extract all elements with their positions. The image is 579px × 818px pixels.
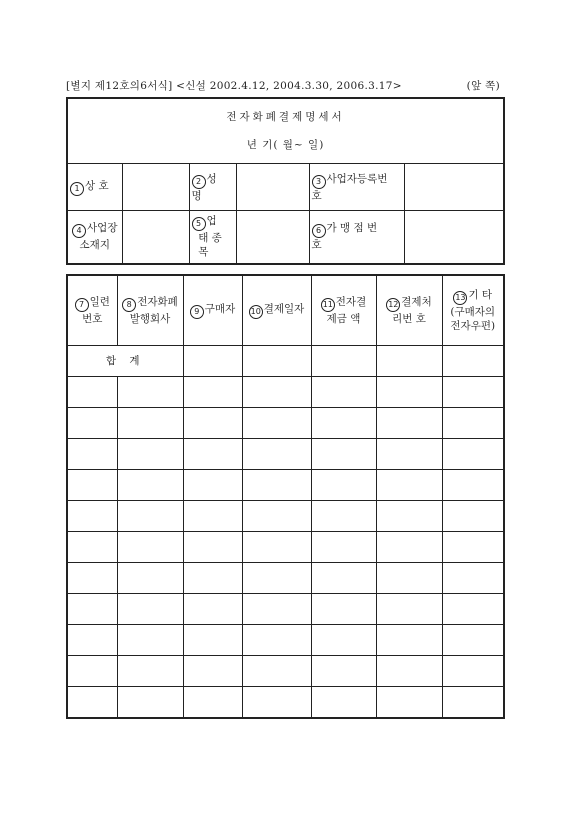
circled-number: 2 [192,175,206,189]
table-row [67,656,504,687]
table-row [67,501,504,532]
table-cell[interactable] [442,532,504,563]
table-cell[interactable] [442,501,504,532]
table-cell[interactable] [67,377,117,408]
table-cell[interactable] [117,625,183,656]
total-label: 합 계 [67,346,183,377]
table-cell[interactable] [242,532,311,563]
table-cell[interactable] [242,377,311,408]
total-cell[interactable] [376,346,442,377]
statement-period: 년 기( 월~ 일) [246,139,325,151]
title-cell [67,98,504,164]
table-cell[interactable] [242,625,311,656]
table-header-row [67,275,504,346]
column-header-text: 전자화폐 [137,296,178,308]
table-cell[interactable] [442,563,504,594]
circled-number: 7 [75,298,89,312]
column-header-text: 발행회사 [129,313,171,325]
table-row [67,563,504,594]
table-cell[interactable] [242,594,311,625]
table-cell[interactable] [376,439,442,470]
table-cell[interactable] [183,687,242,719]
table-cell[interactable] [442,439,504,470]
total-cell[interactable] [183,346,242,377]
name-field[interactable] [236,164,309,211]
table-cell[interactable] [67,408,117,439]
statement-title: 전자화폐결제명세서 [226,111,345,123]
table-row [67,625,504,656]
merchant-number-label: 6 가 맹 점 번 호 [309,211,404,264]
table-cell[interactable] [242,501,311,532]
table-cell[interactable] [117,656,183,687]
form-id: [별지 제12호의6서식] <신설 2002.4.12, 2004.3.30, 2006.3.17> [66,80,402,92]
table-row [67,470,504,501]
trade-name-label: 1 상 호 [67,164,122,211]
table-cell[interactable] [376,687,442,719]
column-header [117,275,183,346]
table-cell[interactable] [376,625,442,656]
business-address-label: 4 사업장 소재지 [67,211,122,264]
merchant-number-field[interactable] [404,211,504,264]
table-cell[interactable] [67,501,117,532]
column-header-text: 전자결 [335,296,367,308]
table-cell[interactable] [311,625,376,656]
table-cell[interactable] [242,470,311,501]
table-cell[interactable] [183,594,242,625]
table-cell[interactable] [311,563,376,594]
table-cell[interactable] [117,532,183,563]
business-reg-number-label: 3 사업자등록번 호 [309,164,404,211]
table-cell[interactable] [442,408,504,439]
table-cell[interactable] [311,656,376,687]
column-header-text: 결제처 [401,296,432,308]
table-cell[interactable] [442,594,504,625]
column-header-text: 구매자 [204,303,236,315]
page-side-label: (앞 쪽) [466,80,500,92]
circled-number: 11 [321,298,335,312]
circled-number: 6 [312,224,326,238]
table-cell[interactable] [376,563,442,594]
column-header [67,275,117,346]
circled-number: 12 [386,298,400,312]
name-label: 2 성 명 [189,164,236,211]
table-cell[interactable] [242,687,311,719]
trade-name-field[interactable] [122,164,189,211]
table-cell[interactable] [67,687,117,719]
table-cell[interactable] [183,377,242,408]
table-cell[interactable] [376,656,442,687]
table-cell[interactable] [242,408,311,439]
table-cell[interactable] [183,656,242,687]
table-cell[interactable] [117,408,183,439]
table-cell[interactable] [376,377,442,408]
circled-number: 8 [122,298,136,312]
total-cell[interactable] [311,346,376,377]
column-header [311,275,376,346]
table-cell[interactable] [117,687,183,719]
table-cell[interactable] [442,687,504,719]
table-cell[interactable] [117,377,183,408]
table-cell[interactable] [67,625,117,656]
table-row [67,408,504,439]
column-header [376,275,442,346]
table-cell[interactable] [442,656,504,687]
table-cell[interactable] [183,439,242,470]
table-row [67,532,504,563]
table-cell[interactable] [183,532,242,563]
table-cell[interactable] [183,501,242,532]
table-cell[interactable] [311,377,376,408]
table-cell[interactable] [311,408,376,439]
column-header [183,275,242,346]
table-cell[interactable] [311,470,376,501]
circled-number: 9 [190,305,204,319]
column-header-text: 번호 [82,313,103,325]
table-cell[interactable] [376,594,442,625]
table-cell[interactable] [242,439,311,470]
table-cell[interactable] [67,594,117,625]
circled-number: 4 [72,224,86,238]
circled-number: 3 [312,175,326,189]
business-type-label: 5 업 태 종 목 [189,211,236,264]
column-header [242,275,311,346]
table-cell[interactable] [183,625,242,656]
table-cell[interactable] [376,532,442,563]
table-cell[interactable] [311,594,376,625]
column-header-text: 결제일자 [263,303,305,315]
table-cell[interactable] [117,501,183,532]
table-cell[interactable] [117,470,183,501]
table-cell[interactable] [442,377,504,408]
statement-info-table [66,97,505,265]
table-row [67,439,504,470]
table-cell[interactable] [117,439,183,470]
column-header-text: 전자우편) [450,320,496,332]
table-cell[interactable] [311,439,376,470]
table-cell[interactable] [67,470,117,501]
column-header-text: (구매자의 [450,306,496,318]
column-header [442,275,504,346]
table-row [67,687,504,719]
table-cell[interactable] [311,501,376,532]
table-cell[interactable] [183,408,242,439]
total-cell[interactable] [442,346,504,377]
column-header-text: 제금 액 [326,313,361,325]
table-cell[interactable] [442,470,504,501]
payment-detail-table [66,274,505,719]
circled-number: 1 [70,182,84,196]
column-header-text: 일련 [89,296,110,308]
business-address-field[interactable] [122,211,189,264]
circled-number: 5 [192,217,206,231]
column-header-text: 기 타 [468,289,493,301]
table-cell[interactable] [376,470,442,501]
table-cell[interactable] [67,532,117,563]
column-header-text: 리번 호 [392,313,426,325]
table-cell[interactable] [242,656,311,687]
business-type-field[interactable] [236,211,309,264]
table-row [67,377,504,408]
table-cell[interactable] [376,501,442,532]
circled-number: 10 [249,305,263,319]
form-header [66,78,502,92]
table-cell[interactable] [67,656,117,687]
total-row [67,346,504,377]
table-cell[interactable] [183,563,242,594]
table-cell[interactable] [117,594,183,625]
table-row [67,594,504,625]
table-cell[interactable] [183,470,242,501]
circled-number: 13 [453,291,467,305]
total-cell[interactable] [242,346,311,377]
table-cell[interactable] [311,532,376,563]
table-cell[interactable] [67,439,117,470]
table-cell[interactable] [311,687,376,719]
table-body [67,377,504,719]
business-reg-number-field[interactable] [404,164,504,211]
table-cell[interactable] [242,563,311,594]
table-cell[interactable] [117,563,183,594]
table-cell[interactable] [376,408,442,439]
table-cell[interactable] [67,563,117,594]
table-cell[interactable] [442,625,504,656]
